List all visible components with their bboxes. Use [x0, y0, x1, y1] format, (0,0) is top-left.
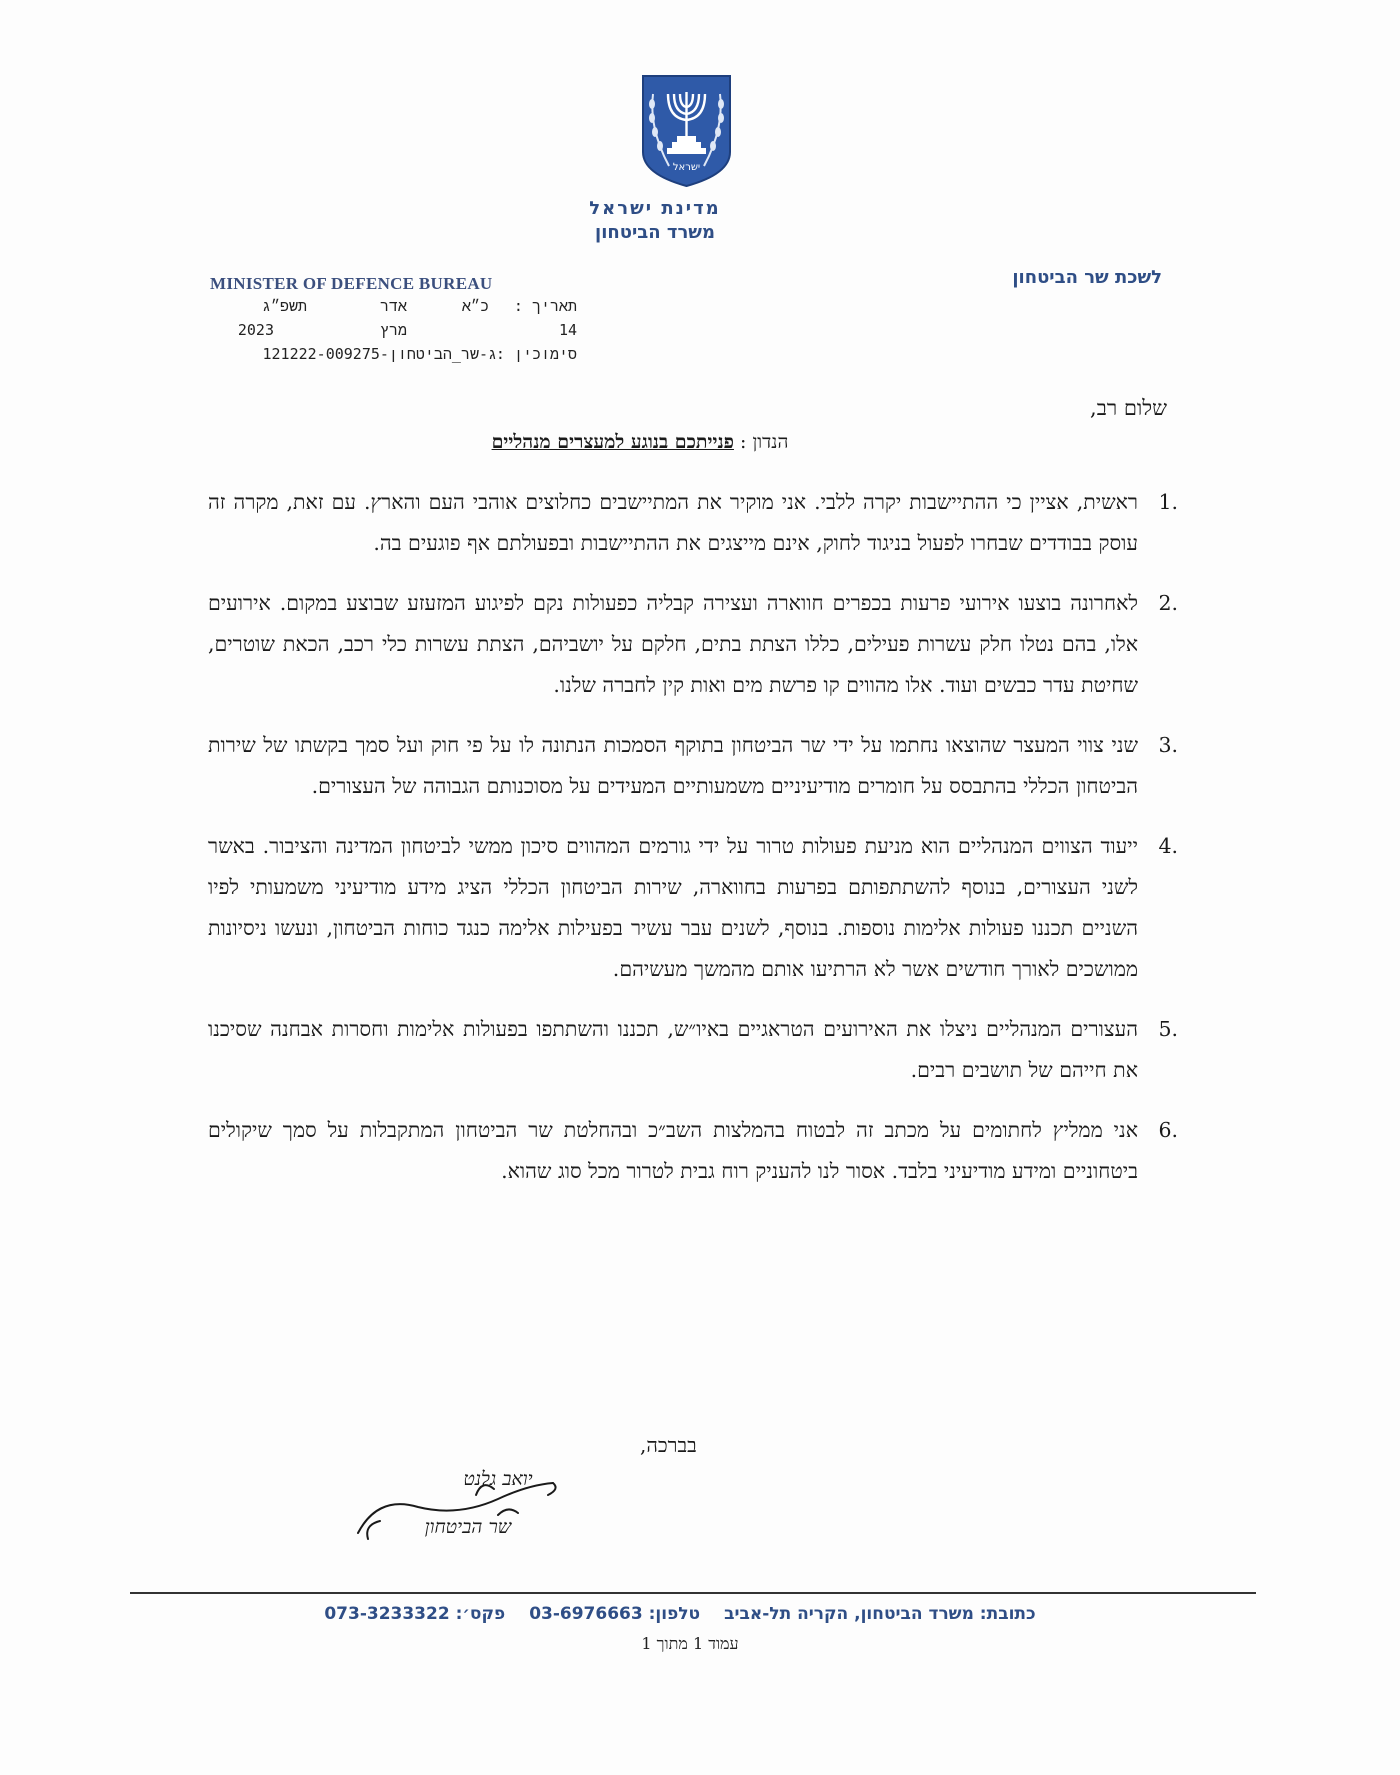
- item-number: 6.: [1158, 1118, 1178, 1142]
- reference-value: ג-שר_הביטחון-121222-009275: [262, 345, 497, 363]
- hebrew-date-row: [217, 297, 577, 321]
- page-count: עמוד 1 מתוך 1: [641, 1634, 739, 1653]
- date-label: תאריך :: [513, 297, 577, 315]
- item-number: 1.: [1158, 490, 1178, 514]
- list-item: [208, 1110, 1178, 1192]
- signature-name: יואב גלנט: [463, 1468, 533, 1490]
- item-number: 2.: [1158, 591, 1178, 615]
- list-item: [208, 583, 1178, 706]
- subject-label: הנדון :: [740, 431, 789, 453]
- subject-title: פנייתכם בנוגע למעצרים מנהליים: [491, 431, 734, 453]
- signature-icon: [348, 1455, 568, 1555]
- bureau-name-hebrew: לשכת שר הביטחון: [1012, 267, 1162, 288]
- item-text: ראשית, אציין כי ההתיישבות יקרה ללבי. אני מוקיר את המתיישבים כחלוצים אוהבי העם והארץ. עם זאת, מקרה זה עוסק בבודדים שבחרו לפעול בניגוד לחוק, אינם מייצגים את ההתיישבות ובפעולתם אף פוגעים בה.: [208, 490, 1138, 555]
- footer-fax: פקס׳: 073-3233322: [324, 1604, 506, 1624]
- footer-contact: [280, 1604, 1080, 1624]
- state-name: מדינת ישראל: [589, 198, 721, 219]
- hebrew-year: תשפ״ג: [261, 297, 307, 315]
- reference-label: סימוכין :: [495, 345, 577, 363]
- item-number: 4.: [1158, 834, 1178, 858]
- item-text: שני צווי המעצר שהוצאו נחתמו על ידי שר הביטחון בתוקף הסמכות הנתונה לו על פי חוק ועל סמך בקשתו של שירות הביטחון הכללי בהתבסס על חומרים מודיעיניים משמעותיים המעידים על מסוכנותם הגבוהה של העצורים.: [208, 733, 1138, 798]
- gregorian-day: 14: [558, 321, 577, 339]
- list-item: [208, 826, 1178, 990]
- item-number: 5.: [1158, 1017, 1178, 1041]
- reference-row: [217, 345, 577, 369]
- state-emblem-icon: [639, 74, 734, 188]
- list-item: [208, 725, 1178, 807]
- subject-line: [380, 431, 900, 454]
- closing: בברכה,: [640, 1433, 697, 1457]
- item-text: אני ממליץ לחתומים על מכתב זה לבטוח בהמלצות השב״כ ובהחלטת שר הביטחון המתקבלות על סמך שיקולים ביטחוניים ומידע מודיעיני בלבד. אסור לנו להעניק רוח גבית לטרור מכל סוג שהוא.: [208, 1118, 1138, 1183]
- letter-body: [208, 482, 1178, 1211]
- hebrew-day: כ״א: [461, 297, 489, 315]
- ministry-name: משרד הביטחון: [595, 222, 715, 243]
- bureau-name-english: MINISTER OF DEFENCE BUREAU: [210, 274, 493, 293]
- footer-divider: [130, 1592, 1256, 1594]
- gregorian-month: מרץ: [379, 321, 407, 339]
- hebrew-month: אדר: [379, 297, 407, 315]
- list-item: [208, 1009, 1178, 1091]
- item-text: לאחרונה בוצעו אירועי פרעות בכפרים חווארה ועצירה קבליה כפעולות נקם לפיגוע המזעזע שבוצע במקום. אירועים אלו, בהם נטלו חלק עשרות פעילים, כללו הצתת בתים, חלקם על יושביהם, הצתת עשרות כלי רכב, הכאת שוטרים, שחיטת עדר כבשים ועוד. אלו מהווים קו פרשת מים ואות קין לחברה שלנו.: [208, 591, 1138, 697]
- signature-title: שר הביטחון: [424, 1516, 512, 1538]
- gregorian-date-row: [217, 321, 577, 345]
- footer-address: כתובת: משרד הביטחון, הקריה תל-אביב: [724, 1604, 1036, 1624]
- item-text: העצורים המנהליים ניצלו את האירועים הטראגיים באיו״ש, תכננו והשתתפו בפעולות אלימות וחסרות אבחנה שסיכנו את חייהם של תושבים רבים.: [208, 1017, 1138, 1082]
- emblem-label: ישראל: [672, 162, 701, 173]
- item-number: 3.: [1158, 733, 1178, 757]
- gregorian-year: 2023: [237, 321, 274, 339]
- footer-phone: טלפון: 03-6976663: [529, 1604, 701, 1624]
- date-reference-block: [217, 297, 577, 369]
- item-text: ייעוד הצווים המנהליים הוא מניעת פעולות טרור על ידי גורמים המהווים סיכון ממשי לביטחון המדינה והציבור. באשר לשני העצורים, בנוסף להשתתפותם בפרעות בחווארה, שירות הביטחון הכללי הציג מידע מודיעיני משמעותי לפיו השניים תכננו פעולות אלימות נוספות. בנוסף, לשנים עבר עשיר בפעילות אלימה כנגד כוחות הביטחון, ונעשו ניסיונות ממושכים לאורך חודשים אשר לא הרתיעו אותם מהמשך מעשיהם.: [208, 834, 1138, 981]
- greeting: שלום רב,: [1090, 396, 1167, 420]
- list-item: [208, 482, 1178, 564]
